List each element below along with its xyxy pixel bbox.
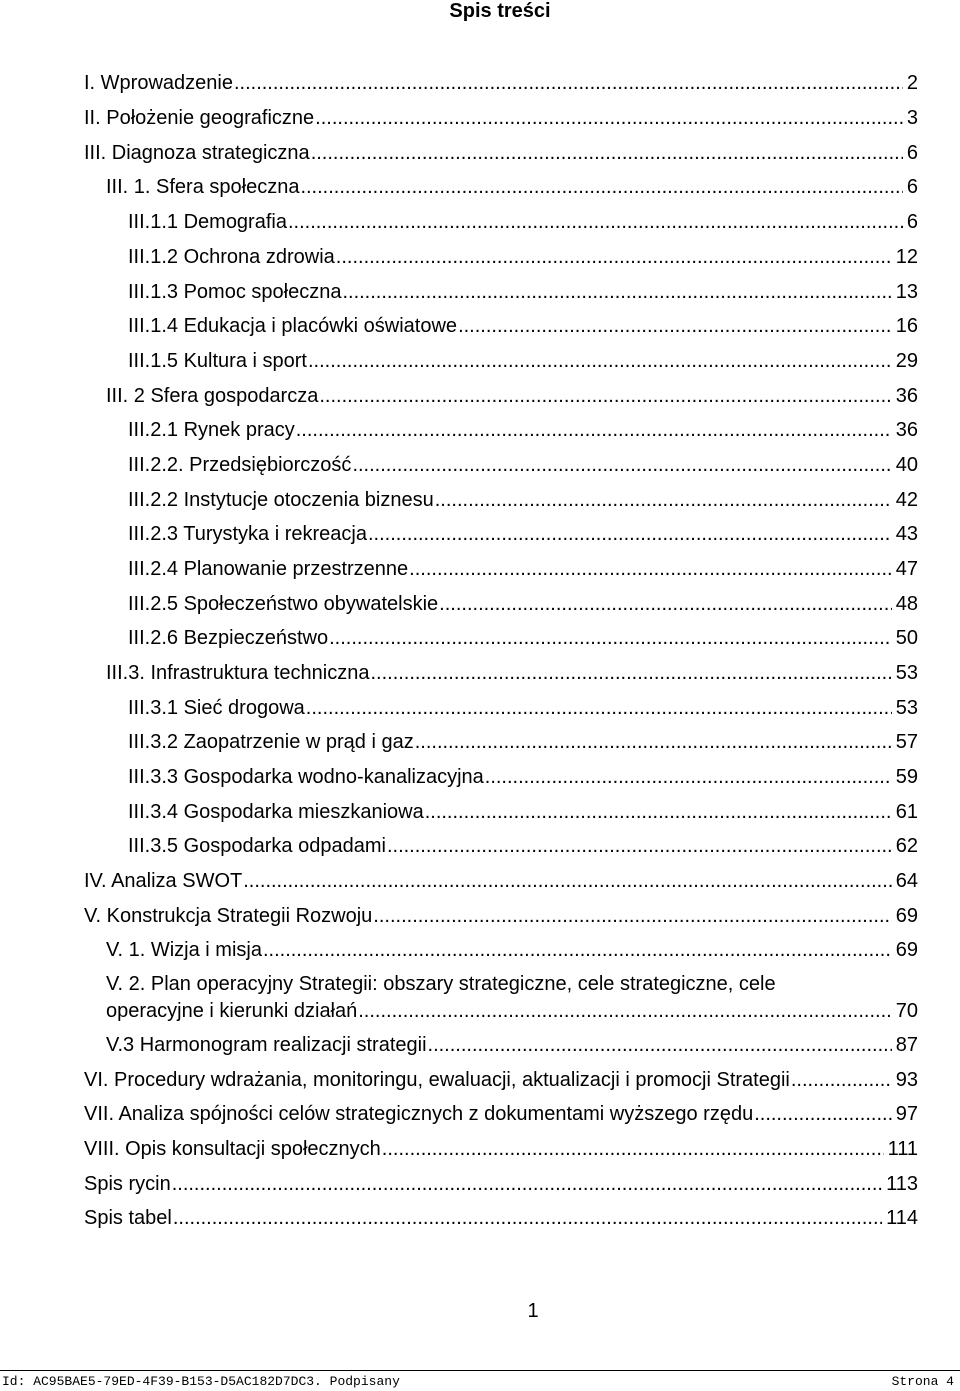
toc-leader-dots: [458, 314, 892, 338]
toc-leader-dots: [311, 141, 903, 165]
toc-entry-label: V. Konstrukcja Strategii Rozwoju: [84, 905, 373, 927]
toc-entry[interactable]: [128, 522, 918, 546]
toc-entry[interactable]: [128, 314, 918, 338]
footer-page-label: Strona 4: [891, 1374, 954, 1389]
toc-entry-label: III.3.2 Zaopatrzenie w prąd i gaz: [128, 731, 414, 753]
toc-entry[interactable]: [128, 834, 918, 858]
toc-entry-label: III. 1. Sfera społeczna: [106, 176, 300, 198]
toc-entry[interactable]: [128, 418, 918, 442]
toc-entry[interactable]: [128, 730, 918, 754]
toc-entry[interactable]: [106, 1033, 918, 1057]
toc-entry[interactable]: [84, 1102, 918, 1126]
toc-leader-dots: [754, 1102, 892, 1126]
toc-entry[interactable]: [84, 869, 918, 893]
page-number: 1: [527, 1300, 539, 1322]
toc-entry-page: 36: [895, 419, 918, 441]
toc-entry[interactable]: [128, 349, 918, 373]
toc-leader-dots: [296, 418, 892, 442]
toc-leader-dots: [382, 1137, 884, 1161]
toc-entry-label: III.3. Infrastruktura techniczna: [106, 662, 370, 684]
toc-entry-label: Spis tabel: [84, 1207, 172, 1229]
toc-entry-label: III.2.4 Planowanie przestrzenne: [128, 558, 409, 580]
toc-leader-dots: [288, 210, 903, 234]
toc-leader-dots: [329, 626, 892, 650]
toc-entry-page: 50: [895, 627, 918, 649]
toc-entry-page: 97: [895, 1103, 918, 1125]
toc-entry-page: 40: [895, 454, 918, 476]
toc-leader-dots: [342, 280, 891, 304]
toc-entry-page: 57: [895, 731, 918, 753]
toc-entry-page: 113: [886, 1173, 918, 1195]
toc-leader-dots: [173, 1206, 882, 1230]
toc-entry-label: III.3.1 Sieć drogowa: [128, 697, 305, 719]
toc-entry[interactable]: [128, 453, 918, 477]
toc-entry-page: 61: [895, 801, 918, 823]
toc-entry[interactable]: [84, 71, 918, 95]
toc-entry[interactable]: [128, 557, 918, 581]
toc-leader-dots: [485, 765, 892, 789]
toc-entry-label-line1: V. 2. Plan operacyjny Strategii: obszary strategiczne, cele strategiczne, cele: [106, 973, 776, 995]
toc-entry-label: III.3.4 Gospodarka mieszkaniowa: [128, 801, 424, 823]
toc-entry-label: III.2.2. Przedsiębiorczość: [128, 454, 352, 476]
toc-entry[interactable]: [84, 1068, 918, 1092]
toc-leader-dots: [435, 488, 892, 512]
toc-entry-page: 42: [895, 489, 918, 511]
toc-leader-dots: [428, 1033, 892, 1057]
toc-entry-page: 53: [895, 697, 918, 719]
footer: [0, 1373, 960, 1391]
toc-leader-dots: [439, 592, 892, 616]
toc-leader-dots: [387, 834, 892, 858]
toc-entry-page: 43: [895, 523, 918, 545]
toc-entry-label: III.1.1 Demografia: [128, 211, 287, 233]
toc-entry[interactable]: [128, 280, 918, 304]
toc-leader-dots: [358, 999, 892, 1023]
toc-entry-page: 62: [895, 835, 918, 857]
toc-entry[interactable]: [128, 765, 918, 789]
toc-entry[interactable]: [84, 141, 918, 165]
toc-leader-dots: [300, 175, 902, 199]
toc-entry[interactable]: [128, 800, 918, 824]
toc-leader-dots: [368, 522, 892, 546]
toc-entry[interactable]: [84, 904, 918, 928]
toc-entry-page: 87: [895, 1034, 918, 1056]
toc-entry-page: 6: [906, 211, 918, 233]
toc-entry-label: III.1.5 Kultura i sport: [128, 350, 307, 372]
toc-entry-label: V.3 Harmonogram realizacji strategii: [106, 1034, 427, 1056]
toc-leader-dots: [425, 800, 892, 824]
toc-entry-label: II. Położenie geograficzne: [84, 107, 315, 129]
toc-entry[interactable]: [84, 1172, 918, 1196]
toc-entry-label: III.2.3 Turystyka i rekreacja: [128, 523, 367, 545]
toc-entry-page: 53: [895, 662, 918, 684]
toc-leader-dots: [234, 71, 903, 95]
toc-entry-label: III.2.1 Rynek pracy: [128, 419, 295, 441]
toc-entry-page: 16: [895, 315, 918, 337]
toc-entry-label: VIII. Opis konsultacji społecznych: [84, 1138, 381, 1160]
toc-entry-label: III.1.2 Ochrona zdrowia: [128, 246, 335, 268]
toc-leader-dots: [791, 1068, 892, 1092]
toc-leader-dots: [373, 904, 891, 928]
toc-entry-label: III.2.6 Bezpieczeństwo: [128, 627, 329, 649]
toc-leader-dots: [172, 1172, 882, 1196]
toc-entry[interactable]: [128, 592, 918, 616]
toc-entry-label: operacyjne i kierunki działań: [106, 1000, 358, 1022]
toc-entry[interactable]: [106, 661, 918, 685]
toc-entry[interactable]: [128, 488, 918, 512]
toc-entry-page: 114: [886, 1207, 918, 1229]
toc-entry[interactable]: [106, 972, 918, 1023]
toc-leader-dots: [263, 938, 892, 962]
toc-leader-dots: [319, 384, 891, 408]
toc-leader-dots: [370, 661, 891, 685]
footer-document-id: Id: AC95BAE5-79ED-4F39-B153-D5AC182D7DC3. Podpisany: [2, 1374, 400, 1389]
toc-leader-dots: [243, 869, 892, 893]
toc-entry[interactable]: [84, 1137, 918, 1161]
toc-leader-dots: [308, 349, 892, 373]
toc-entry-page: 47: [895, 558, 918, 580]
toc-entry-label: VI. Procedury wdrażania, monitoringu, ewaluacji, aktualizacji i promocji Strategii: [84, 1069, 790, 1091]
toc-entry-label: VII. Analiza spójności celów strategicznych z dokumentami wyższego rzędu: [84, 1103, 754, 1125]
page-title: Spis treści: [449, 0, 551, 22]
toc-entry[interactable]: [128, 210, 918, 234]
toc-entry-page: 93: [895, 1069, 918, 1091]
toc-entry-label: III.3.5 Gospodarka odpadami: [128, 835, 386, 857]
toc-entry-label: III.3.3 Gospodarka wodno-kanalizacyjna: [128, 766, 484, 788]
toc-entry-page: 13: [895, 281, 918, 303]
toc-entry-label: I. Wprowadzenie: [84, 72, 233, 94]
toc-entry-page: 64: [895, 870, 918, 892]
toc-leader-dots: [352, 453, 891, 477]
toc-entry[interactable]: [128, 696, 918, 720]
toc-leader-dots: [415, 730, 892, 754]
toc-entry[interactable]: [106, 384, 918, 408]
toc-entry[interactable]: [84, 1206, 918, 1230]
toc-entry-page: 3: [906, 107, 918, 129]
toc-entry-line2: [106, 999, 918, 1023]
toc-entry-page: 29: [895, 350, 918, 372]
toc-entry-page: 48: [895, 593, 918, 615]
toc-entry-label: III. Diagnoza strategiczna: [84, 142, 310, 164]
toc-entry-label: III. 2 Sfera gospodarcza: [106, 385, 319, 407]
toc-entry-page: 12: [895, 246, 918, 268]
toc-entry-page: 70: [895, 1000, 918, 1022]
toc-leader-dots: [315, 106, 903, 130]
toc-entry-page: 6: [906, 176, 918, 198]
toc-entry-label: V. 1. Wizja i misja: [106, 939, 262, 961]
toc-entry-page: 69: [895, 939, 918, 961]
toc-entry[interactable]: [84, 106, 918, 130]
toc-entry-page: 36: [895, 385, 918, 407]
toc-entry-label: Spis rycin: [84, 1173, 171, 1195]
toc-entry[interactable]: [128, 245, 918, 269]
toc-leader-dots: [306, 696, 892, 720]
toc-entry[interactable]: [106, 938, 918, 962]
toc-entry[interactable]: [128, 626, 918, 650]
toc-entry-label: III.1.4 Edukacja i placówki oświatowe: [128, 315, 458, 337]
toc-leader-dots: [409, 557, 892, 581]
toc-entry-page: 6: [906, 142, 918, 164]
toc-entry-label: IV. Analiza SWOT: [84, 870, 243, 892]
toc-entry-page: 2: [906, 72, 918, 94]
toc-entry-page: 59: [895, 766, 918, 788]
toc-entry-label: III.1.3 Pomoc społeczna: [128, 281, 342, 303]
toc-entry-label: III.2.5 Społeczeństwo obywatelskie: [128, 593, 439, 615]
footer-divider: [0, 1370, 960, 1371]
toc-entry-label: III.2.2 Instytucje otoczenia biznesu: [128, 489, 434, 511]
toc-leader-dots: [336, 245, 892, 269]
toc-entry[interactable]: [106, 175, 918, 199]
toc-entry-page: 111: [887, 1138, 918, 1160]
toc-entry-page: 69: [895, 905, 918, 927]
